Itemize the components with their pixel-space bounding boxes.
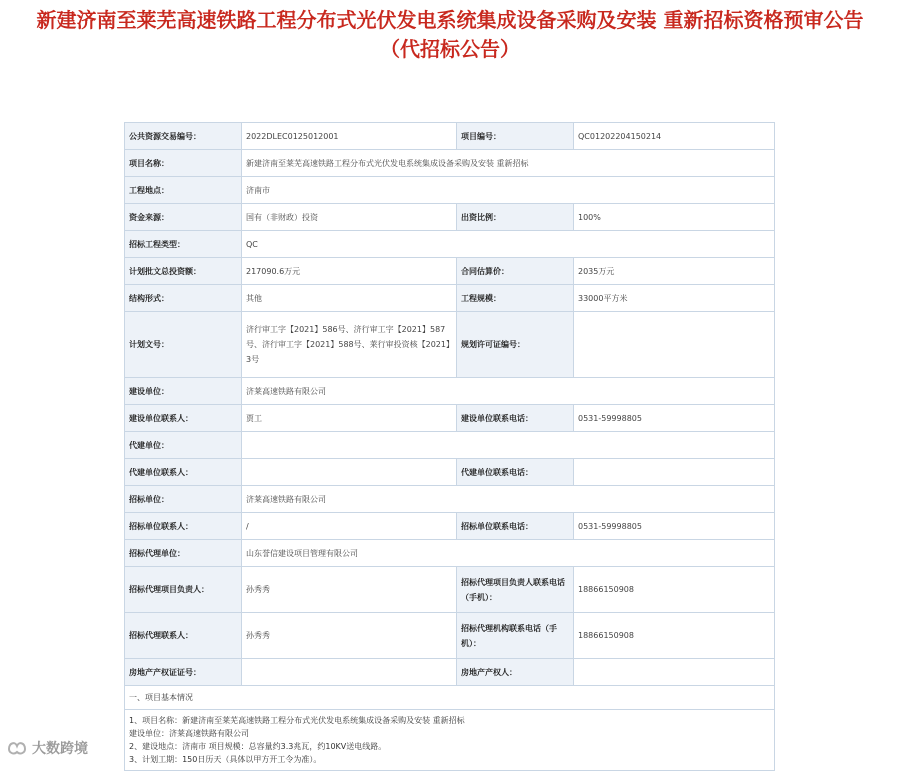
table-row: [125, 204, 775, 231]
detail-line: 建设单位：济莱高速铁路有限公司: [129, 729, 249, 738]
field-value: 济莱高速铁路有限公司: [242, 378, 775, 405]
field-label: 招标工程类型：: [125, 231, 242, 258]
field-label: 工程规模：: [457, 285, 574, 312]
watermark-text: 大数跨境: [32, 741, 88, 757]
field-label: 项目名称：: [125, 150, 242, 177]
field-label: 合同估算价：: [457, 258, 574, 285]
field-value: 贾工: [242, 405, 457, 432]
section-details: [125, 710, 775, 771]
field-label: 出资比例：: [457, 204, 574, 231]
table-row: [125, 177, 775, 204]
table-row: [125, 312, 775, 378]
field-value: [574, 459, 775, 486]
table-row: [125, 513, 775, 540]
table-row: [125, 659, 775, 686]
table-row: [125, 123, 775, 150]
table-row: [125, 231, 775, 258]
field-value: [574, 312, 775, 378]
field-value: 济行审工字【2021】586号、济行审工字【2021】587号、济行审工字【2021】588号、莱行审投资核【2021】3号: [242, 312, 457, 378]
detail-line: 3、计划工期：150日历天（具体以甲方开工令为准）。: [129, 755, 322, 764]
field-label: 代建单位联系电话：: [457, 459, 574, 486]
table-row: [125, 567, 775, 613]
field-value: 新建济南至莱芜高速铁路工程分布式光伏发电系统集成设备采购及安装 重新招标: [242, 150, 775, 177]
field-value: [242, 659, 457, 686]
field-value: 100%: [574, 204, 775, 231]
field-value: 33000平方米: [574, 285, 775, 312]
table-row: [125, 285, 775, 312]
field-value: 0531-59998805: [574, 405, 775, 432]
field-label: 招标代理机构联系电话（手机）：: [457, 613, 574, 659]
table-row: [125, 432, 775, 459]
field-value: 济莱高速铁路有限公司: [242, 486, 775, 513]
field-label: 招标代理单位：: [125, 540, 242, 567]
field-value: 0531-59998805: [574, 513, 775, 540]
field-value: 18866150908: [574, 567, 775, 613]
table-row: [125, 486, 775, 513]
field-label: 计划批文总投资额：: [125, 258, 242, 285]
field-value: QC: [242, 231, 775, 258]
field-label: 公共资源交易编号：: [125, 123, 242, 150]
page-title: 新建济南至莱芜高速铁路工程分布式光伏发电系统集成设备采购及安装 重新招标资格预审公告（代招标公告）: [36, 8, 864, 61]
field-label: 规划许可证编号：: [457, 312, 574, 378]
field-value: 济南市: [242, 177, 775, 204]
table-row: [125, 258, 775, 285]
field-value: 孙秀秀: [242, 613, 457, 659]
table-row: [125, 378, 775, 405]
detail-line: 2、建设地点：济南市 项目规模：总容量约3.3兆瓦，约10KV送电线路。: [129, 742, 387, 751]
field-value: /: [242, 513, 457, 540]
field-value: 2022DLEC0125012001: [242, 123, 457, 150]
field-value: 其他: [242, 285, 457, 312]
field-label: 资金来源：: [125, 204, 242, 231]
table-row: [125, 710, 775, 771]
field-value: 国有（非财政）投资: [242, 204, 457, 231]
field-value: [574, 659, 775, 686]
field-label: 招标代理项目负责人：: [125, 567, 242, 613]
field-value: 2035万元: [574, 258, 775, 285]
field-value: [242, 432, 775, 459]
table-row: [125, 150, 775, 177]
field-label: 项目编号：: [457, 123, 574, 150]
field-label: 建设单位联系电话：: [457, 405, 574, 432]
watermark: [6, 738, 88, 758]
field-value: 孙秀秀: [242, 567, 457, 613]
field-value: 217090.6万元: [242, 258, 457, 285]
field-label: 房地产产权人：: [457, 659, 574, 686]
detail-line: 1、项目名称：新建济南至莱芜高速铁路工程分布式光伏发电系统集成设备采购及安装 重新招标: [129, 716, 465, 725]
field-value: 18866150908: [574, 613, 775, 659]
table-row: [125, 459, 775, 486]
table-row: [125, 613, 775, 659]
field-label: 工程地点：: [125, 177, 242, 204]
field-label: 计划文号：: [125, 312, 242, 378]
field-label: 招标单位联系电话：: [457, 513, 574, 540]
project-info-table: [124, 122, 775, 771]
section-heading: 一、项目基本情况: [125, 686, 775, 710]
field-label: 代建单位：: [125, 432, 242, 459]
field-label: 建设单位：: [125, 378, 242, 405]
table-row: [125, 686, 775, 710]
field-value: 山东誉信建设项目管理有限公司: [242, 540, 775, 567]
field-label: 招标单位联系人：: [125, 513, 242, 540]
field-label: 结构形式：: [125, 285, 242, 312]
table-row: [125, 540, 775, 567]
field-label: 招标代理联系人：: [125, 613, 242, 659]
field-value: QC01202204150214: [574, 123, 775, 150]
field-label: 房地产产权证证号：: [125, 659, 242, 686]
field-label: 招标单位：: [125, 486, 242, 513]
field-value: [242, 459, 457, 486]
field-label: 建设单位联系人：: [125, 405, 242, 432]
field-label: 代建单位联系人：: [125, 459, 242, 486]
table-row: [125, 405, 775, 432]
field-label: 招标代理项目负责人联系电话（手机）：: [457, 567, 574, 613]
watermark-logo-icon: [6, 739, 28, 757]
